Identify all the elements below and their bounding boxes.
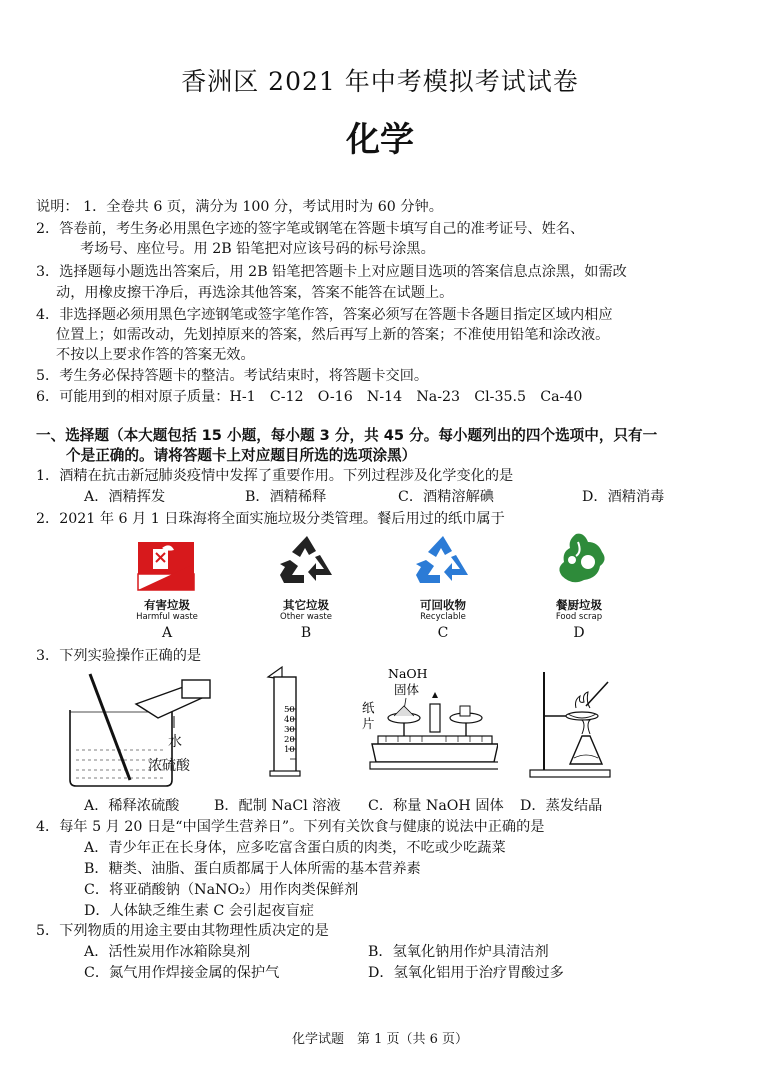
instruction-line: 不按以上要求作答的答案无效。 — [56, 347, 255, 363]
q4-option-d: D．人体缺乏维生素 C 会引起夜盲症 — [84, 903, 314, 919]
other-waste-icon — [276, 530, 338, 588]
label-solid: 固体 — [394, 682, 420, 697]
tick-30: 30 — [284, 725, 295, 735]
section-heading-cont: 个是正确的。请将答题卡上对应题目所选的选项涂黑） — [66, 447, 417, 464]
q1-option-c: C．酒精溶解碘 — [398, 489, 494, 505]
q1-option-a: A．酒精挥发 — [84, 489, 166, 505]
instruction-line: 4．非选择题必须用黑色字迹钢笔或签字笔作答，答案必须写在答题卡各题目指定区域内相应 — [36, 307, 613, 323]
q3-option-d: D．蒸发结晶 — [520, 798, 603, 814]
subject-title: 化学 — [346, 120, 414, 160]
graduated-cylinder-figure — [262, 665, 312, 780]
question-3-stem: 3．下列实验操作正确的是 — [36, 648, 202, 664]
bin-d-english: Food scrap — [555, 612, 603, 622]
q5-option-c: C．氮气用作焊接金属的保护气 — [84, 965, 280, 981]
bin-d-letter: D — [573, 625, 585, 641]
instruction-line: 动，用橡皮擦干净后，再选涂其他答案，答案不能答在试题上。 — [56, 285, 454, 301]
dilute-acid-figure — [62, 668, 232, 788]
q4-option-a: A．青少年正在长身体，应多吃富含蛋白质的肉类，不吃或少吃蔬菜 — [84, 840, 506, 856]
bin-a-letter: A — [161, 625, 173, 641]
page-footer: 化学试题 第 1 页（共 6 页） — [291, 1032, 469, 1047]
question-2-stem: 2．2021 年 6 月 1 日珠海将全面实施垃圾分类管理。餐后用过的纸巾属于 — [36, 511, 505, 527]
instruction-line: 说明： 1．全卷共 6 页，满分为 100 分，考试用时为 60 分钟。 — [36, 199, 443, 215]
label-paper-2: 片 — [362, 716, 375, 731]
q1-option-b: B．酒精稀释 — [245, 489, 327, 505]
tick-10: 10 — [284, 745, 295, 755]
exam-title: 香洲区 2021 年中考模拟考试试卷 — [181, 67, 579, 96]
q4-option-b: B．糖类、油脂、蛋白质都属于人体所需的基本营养素 — [84, 861, 421, 877]
question-4-stem: 4．每年 5 月 20 日是“中国学生营养日”。下列有关饮食与健康的说法中正确的是 — [36, 819, 545, 835]
instruction-line: 2．答卷前，考生务必用黑色字迹的签字笔或钢笔在答题卡填写自己的准考证号、姓名、 — [36, 221, 585, 237]
section-heading: 一、选择题（本大题包括 15 小题，每小题 3 分，共 45 分。每小题列出的四个选项中，只有一 — [36, 427, 658, 444]
bin-c-letter: C — [437, 625, 449, 641]
tick-20: 20 — [284, 735, 295, 745]
label-water: 水 — [168, 734, 182, 750]
bin-c-english: Recyclable — [420, 612, 466, 622]
q1-option-d: D．酒精消毒 — [582, 489, 665, 505]
bin-b-label: 其它垃圾 — [283, 598, 329, 612]
q3-option-a: A．稀释浓硫酸 — [84, 798, 180, 814]
q5-option-b: B．氢氧化钠用作炉具清洁剂 — [368, 944, 549, 960]
tick-40: 40 — [284, 715, 295, 725]
bin-a-label: 有害垃圾 — [144, 598, 190, 612]
recyclable-icon — [412, 532, 474, 588]
evaporation-figure — [524, 664, 614, 782]
q3-option-c: C．称量 NaOH 固体 — [368, 798, 504, 814]
instruction-line: 6．可能用到的相对原子质量：H-1 C-12 O-16 N-14 Na-23 Cl-35.5 Ca-40 — [36, 389, 583, 405]
q5-option-a: A．活性炭用作冰箱除臭剂 — [84, 944, 251, 960]
q4-option-c: C．将亚硝酸钠（NaNO₂）用作肉类保鲜剂 — [84, 882, 359, 898]
bin-b-letter: B — [300, 625, 312, 641]
bin-c-label: 可回收物 — [420, 598, 466, 612]
instruction-line: 3．选择题每小题选出答案后，用 2B 铅笔把答题卡上对应题目选项的答案信息点涂黑，如需改 — [36, 264, 627, 280]
instruction-line: 5．考生务必保持答题卡的整洁。考试结束时，将答题卡交回。 — [36, 368, 429, 384]
q3-option-b: B．配制 NaCl 溶液 — [214, 798, 341, 814]
tick-50: 50 — [284, 705, 295, 715]
label-acid: 浓硫酸 — [148, 758, 190, 774]
harmful-waste-icon — [136, 540, 196, 592]
bin-a-english: Harmful waste — [136, 612, 198, 622]
food-scrap-icon — [548, 530, 612, 590]
label-naoh: NaOH — [388, 666, 428, 681]
instruction-line: 考场号、座位号。用 2B 铅笔把对应该号码的标号涂黑。 — [80, 241, 435, 257]
bin-b-english: Other waste — [280, 612, 332, 622]
question-5-stem: 5．下列物质的用途主要由其物理性质决定的是 — [36, 923, 329, 939]
bin-d-label: 餐厨垃圾 — [556, 598, 602, 612]
question-1-stem: 1．酒精在抗击新冠肺炎疫情中发挥了重要作用。下列过程涉及化学变化的是 — [36, 468, 514, 484]
balance-figure — [358, 662, 498, 780]
instruction-line: 位置上；如需改动，先划掉原来的答案，然后再写上新的答案；不准使用铅笔和涂改液。 — [56, 327, 610, 343]
label-paper-1: 纸 — [362, 700, 375, 715]
q5-option-d: D．氢氧化铝用于治疗胃酸过多 — [368, 965, 564, 981]
